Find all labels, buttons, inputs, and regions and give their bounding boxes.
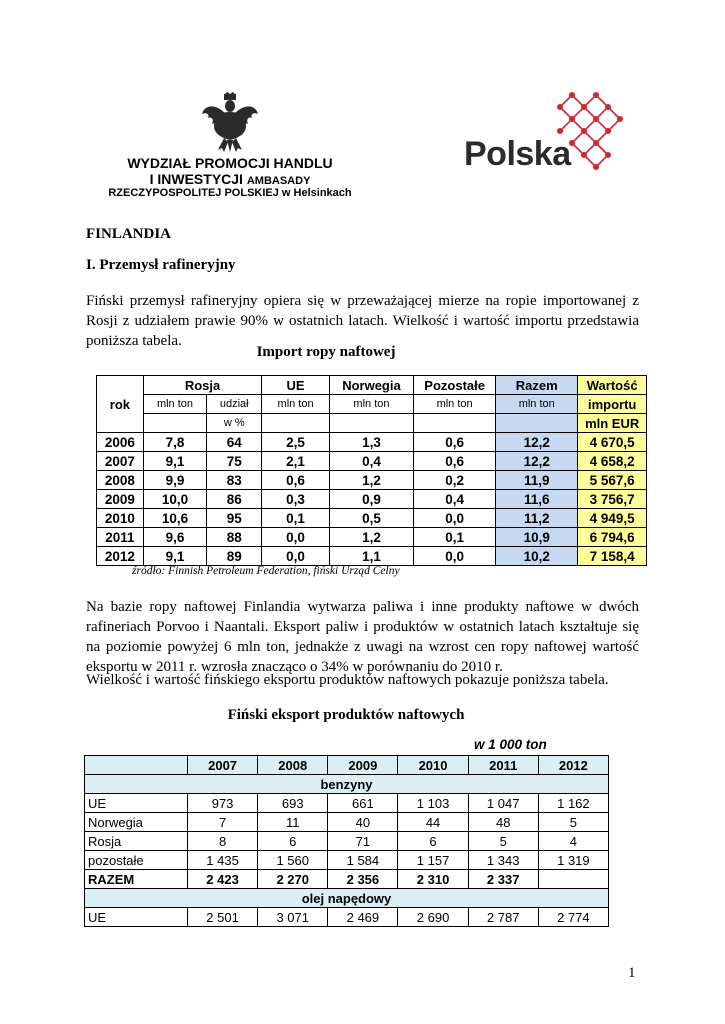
table1-source: źródło: Finnish Petroleum Federation, fiński Urząd Celny xyxy=(132,565,400,577)
col-rok: rok xyxy=(97,376,144,433)
total-value-cell: 2 310 xyxy=(398,870,468,889)
value-cell: 0,0 xyxy=(414,547,496,566)
year-header-cell: 2009 xyxy=(328,756,398,775)
value-cell: 0,6 xyxy=(262,471,330,490)
export-value-cell: 4 xyxy=(538,832,608,851)
export-value-cell: 3 071 xyxy=(258,908,328,927)
export-value-cell: 7 xyxy=(188,813,258,832)
import-row xyxy=(97,471,647,490)
value-cell: 9,6 xyxy=(143,528,206,547)
import-row xyxy=(97,509,647,528)
export-value-cell: 1 560 xyxy=(258,851,328,870)
import-row xyxy=(97,433,647,452)
value-cell: 1,2 xyxy=(329,471,413,490)
export-value-cell: 2 469 xyxy=(328,908,398,927)
export-row xyxy=(85,832,609,851)
export-row xyxy=(85,908,609,927)
value-cell: 10,6 xyxy=(143,509,206,528)
value-cell: 83 xyxy=(207,471,262,490)
sub-mln-norwegia: mln ton xyxy=(329,395,413,414)
export-value-cell: 973 xyxy=(188,794,258,813)
polska-logo xyxy=(462,87,630,187)
value-cell: 11,6 xyxy=(496,490,578,509)
export-value-cell: 2 690 xyxy=(398,908,468,927)
export-value-cell: 48 xyxy=(468,813,538,832)
export-value-cell: 1 319 xyxy=(538,851,608,870)
value-cell: 2,1 xyxy=(262,452,330,471)
year-cell: 2009 xyxy=(97,490,144,509)
year-cell: 2012 xyxy=(97,547,144,566)
import-row xyxy=(97,547,647,566)
export-value-cell: 6 xyxy=(258,832,328,851)
table2-unit: w 1 000 ton xyxy=(474,737,547,752)
table2-title: Fiński eksport produktów naftowych xyxy=(227,707,465,723)
intro-paragraph: Fiński przemysł rafineryjny opiera się w przeważającej mierze na ropie importowanej z Rosji z udziałem prawie 90% w ostatnich latach. Wielkość i wartość importu przedstawia poniższa tabela. xyxy=(86,293,639,349)
total-value-cell: 2 423 xyxy=(188,870,258,889)
value-cell: 10,9 xyxy=(496,528,578,547)
year-header-cell: 2012 xyxy=(538,756,608,775)
sub-udzial: udział xyxy=(207,395,262,414)
export-row xyxy=(85,794,609,813)
col-wartosc-2: importu xyxy=(578,395,647,414)
table1-title: Import ropy naftowej xyxy=(256,344,396,360)
import-table xyxy=(96,375,647,566)
paragraph-3: Wielkość i wartość fińskiego eksportu produktów naftowych pokazuje poniższa tabela. xyxy=(86,672,609,688)
value-cell: 4 949,5 xyxy=(578,509,647,528)
org-line-2a: I INWESTYCJI xyxy=(149,171,243,187)
value-cell: 88 xyxy=(207,528,262,547)
export-value-cell: 1 435 xyxy=(188,851,258,870)
export-value-cell: 1 162 xyxy=(538,794,608,813)
value-cell: 11,2 xyxy=(496,509,578,528)
export-value-cell: 2 501 xyxy=(188,908,258,927)
total-label: RAZEM xyxy=(85,870,188,889)
export-value-cell: 1 343 xyxy=(468,851,538,870)
value-cell: 0,9 xyxy=(329,490,413,509)
section-olej: olej napędowy xyxy=(85,889,609,908)
value-cell: 0,1 xyxy=(262,509,330,528)
value-cell: 9,9 xyxy=(143,471,206,490)
polish-eagle-emblem xyxy=(200,92,260,154)
export-value-cell: 8 xyxy=(188,832,258,851)
year-cell: 2007 xyxy=(97,452,144,471)
value-cell: 4 658,2 xyxy=(578,452,647,471)
years-header-row xyxy=(85,756,609,775)
export-value-cell: 1 157 xyxy=(398,851,468,870)
import-row xyxy=(97,452,647,471)
year-header-cell: 2011 xyxy=(468,756,538,775)
col-razem: Razem xyxy=(496,376,578,395)
value-cell: 0,3 xyxy=(262,490,330,509)
value-cell: 4 670,5 xyxy=(578,433,647,452)
value-cell: 0,0 xyxy=(262,547,330,566)
value-cell: 0,1 xyxy=(414,528,496,547)
value-cell: 1,3 xyxy=(329,433,413,452)
value-cell: 11,9 xyxy=(496,471,578,490)
value-cell: 7 158,4 xyxy=(578,547,647,566)
col-rosja: Rosja xyxy=(143,376,262,395)
export-value-cell: 5 xyxy=(538,813,608,832)
section-benzyny: benzyny xyxy=(85,775,609,794)
export-value-cell: 71 xyxy=(328,832,398,851)
section-title: I. Przemysł rafineryjny xyxy=(86,257,236,273)
sub-mln-razem: mln ton xyxy=(496,395,578,414)
value-cell: 10,0 xyxy=(143,490,206,509)
section-row xyxy=(85,775,609,794)
export-row xyxy=(85,813,609,832)
value-cell: 0,0 xyxy=(414,509,496,528)
page-number: 1 xyxy=(628,965,636,981)
value-cell: 2,5 xyxy=(262,433,330,452)
value-cell: 6 794,6 xyxy=(578,528,647,547)
year-header-cell: 2008 xyxy=(258,756,328,775)
value-cell: 0,5 xyxy=(329,509,413,528)
col-ue: UE xyxy=(262,376,330,395)
section-row xyxy=(85,889,609,908)
export-value-cell: 661 xyxy=(328,794,398,813)
sub-mln-pozostale: mln ton xyxy=(414,395,496,414)
value-cell: 95 xyxy=(207,509,262,528)
total-value-cell xyxy=(538,870,608,889)
col-wartosc-1: Wartość xyxy=(578,376,647,395)
export-value-cell: 44 xyxy=(398,813,468,832)
col-norwegia: Norwegia xyxy=(329,376,413,395)
sub-mln-rosja: mln ton xyxy=(143,395,206,414)
row-label: UE xyxy=(85,908,188,927)
export-value-cell: 5 xyxy=(468,832,538,851)
year-cell: 2006 xyxy=(97,433,144,452)
value-cell: 86 xyxy=(207,490,262,509)
value-cell: 0,4 xyxy=(414,490,496,509)
year-header-cell: 2007 xyxy=(188,756,258,775)
col-pozostale: Pozostałe xyxy=(414,376,496,395)
org-line-2 xyxy=(100,171,360,187)
value-cell: 3 756,7 xyxy=(578,490,647,509)
export-value-cell: 2 774 xyxy=(538,908,608,927)
value-cell: 1,2 xyxy=(329,528,413,547)
year-cell: 2011 xyxy=(97,528,144,547)
year-cell: 2010 xyxy=(97,509,144,528)
value-cell: 0,4 xyxy=(329,452,413,471)
export-value-cell: 693 xyxy=(258,794,328,813)
value-cell: 89 xyxy=(207,547,262,566)
value-cell: 12,2 xyxy=(496,452,578,471)
row-label: Norwegia xyxy=(85,813,188,832)
value-cell: 0,2 xyxy=(414,471,496,490)
import-row xyxy=(97,490,647,509)
paragraph-2: Na bazie ropy naftowej Finlandia wytwarza paliwa i inne produkty naftowe w dwóch rafineriach Porvoo i Naantali. Eksport paliw i produktów w ostatnich latach kształtuje się na poziomie powyżej 6 mln ton, jednakże z uwagi na wzrost cen ropy naftowej wartość eksportu w 2011 r. wzrosła znacząco o 34% w porównaniu do 2010 r. xyxy=(86,599,639,675)
value-cell: 0,6 xyxy=(414,433,496,452)
value-cell: 9,1 xyxy=(143,547,206,566)
value-cell: 64 xyxy=(207,433,262,452)
sub-mln-ue: mln ton xyxy=(262,395,330,414)
export-value-cell: 40 xyxy=(328,813,398,832)
value-cell: 10,2 xyxy=(496,547,578,566)
value-cell: 0,0 xyxy=(262,528,330,547)
org-line-2b: AMBASADY xyxy=(246,175,311,187)
polska-logo-text: Polska xyxy=(464,135,571,173)
total-value-cell: 2 270 xyxy=(258,870,328,889)
value-cell: 12,2 xyxy=(496,433,578,452)
export-value-cell: 2 787 xyxy=(468,908,538,927)
org-line-1: WYDZIAŁ PROMOCJI HANDLU xyxy=(127,155,333,171)
total-row xyxy=(85,870,609,889)
export-table xyxy=(84,755,609,927)
value-cell: 0,6 xyxy=(414,452,496,471)
export-value-cell: 1 047 xyxy=(468,794,538,813)
country-heading: FINLANDIA xyxy=(86,226,172,242)
export-row xyxy=(85,851,609,870)
value-cell: 1,1 xyxy=(329,547,413,566)
export-value-cell: 1 584 xyxy=(328,851,398,870)
row-label: UE xyxy=(85,794,188,813)
total-value-cell: 2 356 xyxy=(328,870,398,889)
blank-header-cell xyxy=(85,756,188,775)
value-cell: 9,1 xyxy=(143,452,206,471)
import-row xyxy=(97,528,647,547)
total-value-cell: 2 337 xyxy=(468,870,538,889)
value-cell: 75 xyxy=(207,452,262,471)
year-cell: 2008 xyxy=(97,471,144,490)
value-cell: 5 567,6 xyxy=(578,471,647,490)
year-header-cell: 2010 xyxy=(398,756,468,775)
export-value-cell: 6 xyxy=(398,832,468,851)
row-label: pozostałe xyxy=(85,851,188,870)
export-value-cell: 11 xyxy=(258,813,328,832)
value-cell: 7,8 xyxy=(143,433,206,452)
org-line-3: RZECZYPOSPOLITEJ POLSKIEJ w Helsinkach xyxy=(108,187,352,199)
export-value-cell: 1 103 xyxy=(398,794,468,813)
sub-udzial-2: w % xyxy=(207,414,262,433)
col-wartosc-3: mln EUR xyxy=(578,414,647,433)
row-label: Rosja xyxy=(85,832,188,851)
